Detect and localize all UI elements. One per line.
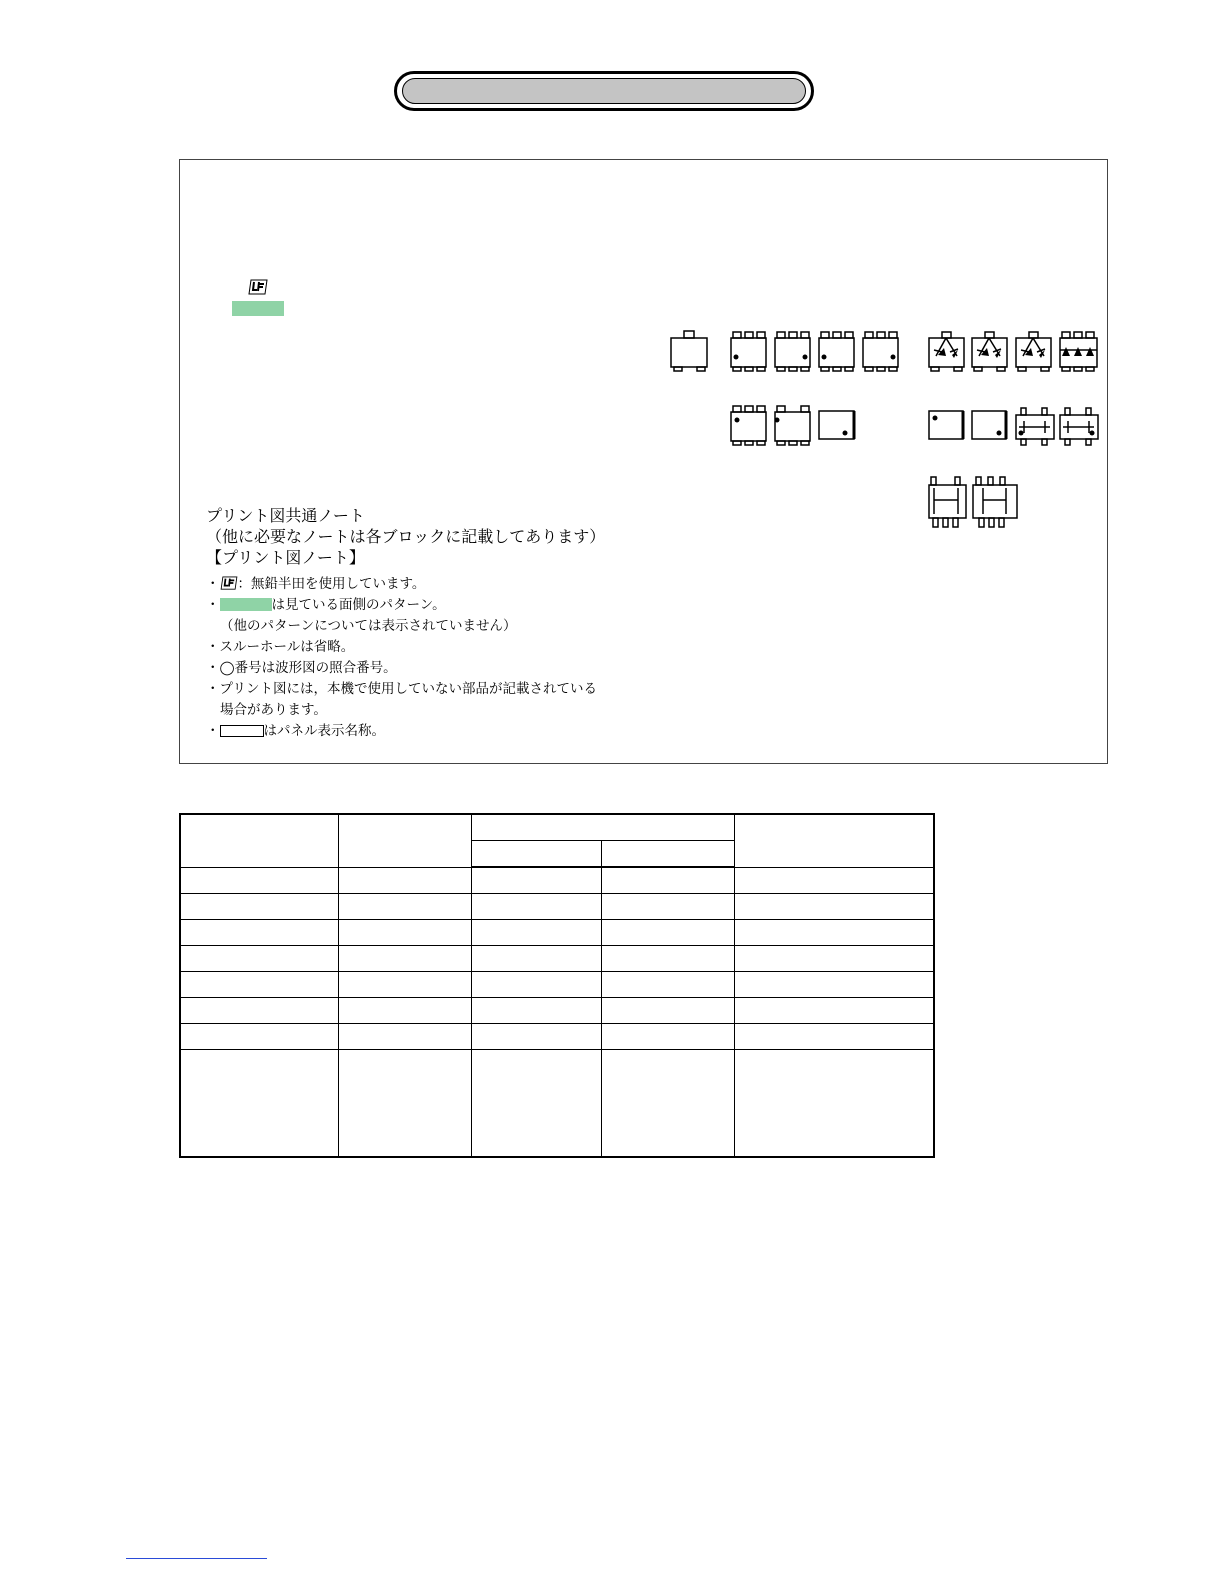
- note-item-pattern-sub: （他のパターンについては表示されていません）: [220, 618, 517, 634]
- table-header-cell: [471, 814, 734, 841]
- note-item-through-hole: ・スルーホールは省略。: [206, 639, 355, 655]
- notes-heading: プリント図共通ノート: [206, 506, 365, 525]
- pattern-color-swatch: [232, 301, 284, 316]
- lead-free-mark-icon: [248, 279, 268, 295]
- notes-subheading: （他に必要なノートは各ブロックに記載してあります）: [206, 527, 606, 546]
- pattern-inline-swatch: [220, 598, 272, 611]
- page-title-bar-inner: [402, 78, 806, 104]
- table-row: [180, 972, 934, 998]
- table-row: [180, 867, 934, 894]
- table-row: [180, 1024, 934, 1050]
- note-item-lead-free: ・ ：無鉛半田を使用しています。: [206, 576, 426, 592]
- note-item-waveform: ・◯番号は波形図の照合番号。: [206, 660, 397, 676]
- table-row: [180, 1050, 934, 1158]
- table-header-cell: [601, 841, 734, 868]
- table-row: [180, 998, 934, 1024]
- footer-rule: [126, 1558, 267, 1559]
- note-item-panel-name: ・ はパネル表示名称。: [206, 723, 385, 739]
- table-row: [180, 946, 934, 972]
- note-item-unused-parts: ・プリント図には，本機で使用していない部品が記載されている: [206, 681, 597, 697]
- note-item-pattern: ・ は見ている面側のパターン。: [206, 597, 446, 613]
- lead-free-inline-icon: [220, 576, 238, 590]
- notes-section-title: 【プリント図ノート】: [206, 548, 365, 567]
- table-header-cell: [338, 814, 471, 867]
- note-item-unused-parts-cont: 場合があります。: [220, 702, 327, 718]
- spec-table: [179, 813, 935, 1158]
- table-row: [180, 920, 934, 946]
- table-header-cell: [734, 814, 934, 867]
- table-row: [180, 894, 934, 920]
- panel-name-box: [220, 725, 264, 737]
- table-header-cell: [471, 841, 601, 868]
- page-title-bar: [394, 71, 814, 111]
- table-header-cell: [180, 814, 338, 867]
- table-header-row: [180, 814, 934, 841]
